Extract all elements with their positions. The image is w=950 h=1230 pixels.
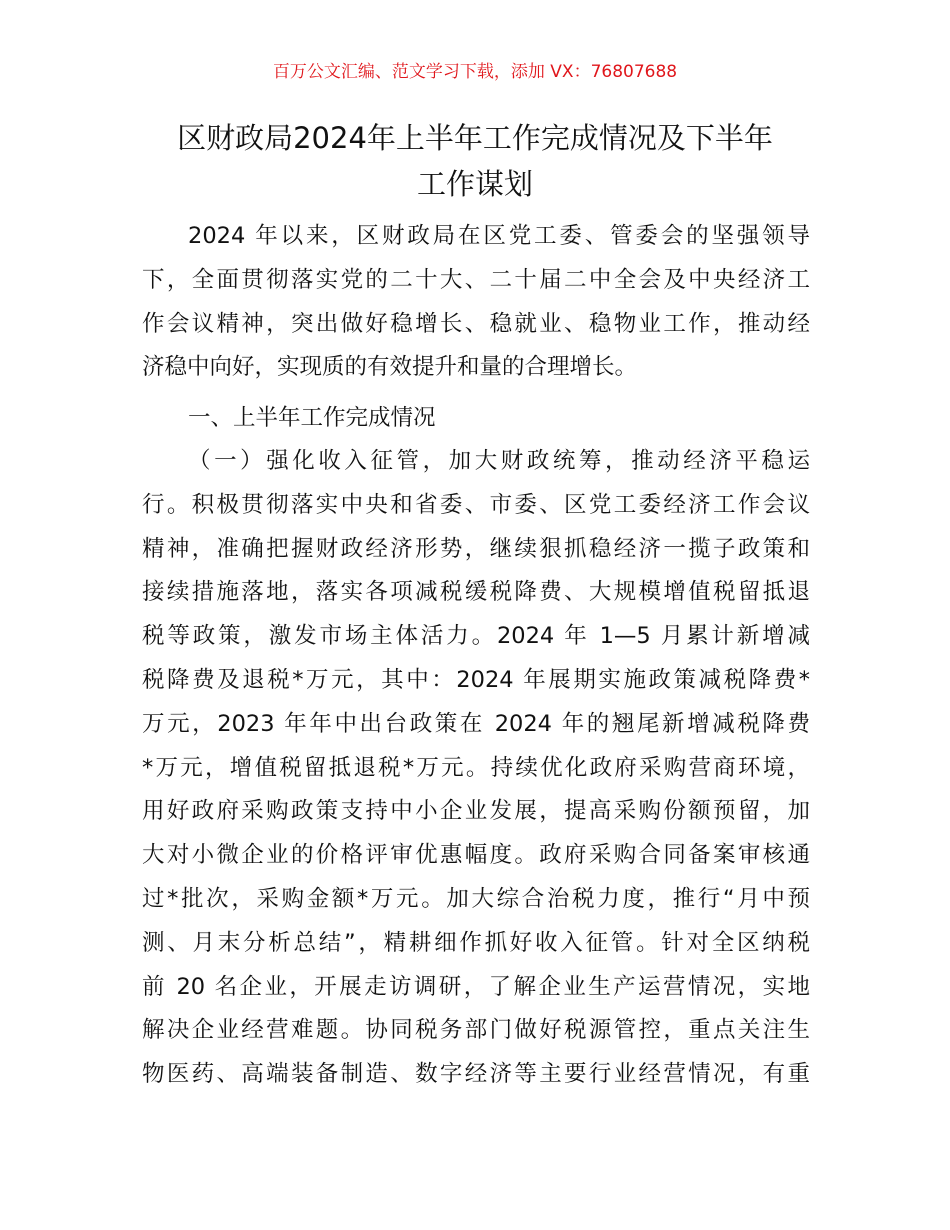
text-line: 行。积极贯彻落实中央和省委、市委、区党工委经济工作会议	[142, 491, 810, 518]
watermark-banner: 百万公文汇编、范文学习下载，添加 VX：76807688	[272, 62, 678, 82]
text-line: 过*批次，采购金额*万元。加大综合治税力度，推行“月中预	[142, 885, 810, 912]
document-title	[130, 115, 820, 207]
text-line: 前 20 名企业，开展走访调研，了解企业生产运营情况，实地	[142, 973, 810, 1000]
text-line: 作会议精神，突出做好稳增长、稳就业、稳物业工作，推动经	[142, 310, 810, 337]
paragraph-intro	[142, 215, 810, 390]
text-line: 大对小微企业的价格评审优惠幅度。政府采购合同备案审核通	[142, 842, 810, 869]
text-line: 济稳中向好，实现质的有效提升和量的合理增长。	[142, 354, 638, 381]
text-line: *万元，增值税留抵退税*万元。持续优化政府采购营商环境，	[142, 754, 810, 781]
heading-text: 一、上半年工作完成情况	[188, 405, 436, 431]
text-line: 解决企业经营难题。协同税务部门做好税源管控，重点关注生	[142, 1017, 810, 1044]
text-line: 接续措施落地，落实各项减税缓税降费、大规模增值税留抵退	[142, 579, 810, 606]
title-line: 工作谋划	[416, 167, 533, 201]
text-line: 用好政府采购政策支持中小企业发展，提高采购份额预留，加	[142, 798, 810, 825]
section-heading	[142, 397, 810, 441]
text-line: 2024 年以来，区财政局在区党工委、管委会的坚强领导	[188, 223, 810, 249]
title-line: 区财政局2024年上半年工作完成情况及下半年	[177, 121, 773, 155]
text-line: 万元，2023 年年中出台政策在 2024 年的翘尾新增减税降费	[142, 710, 810, 737]
text-line: 物医药、高端装备制造、数字经济等主要行业经营情况，有重	[142, 1061, 810, 1088]
text-line: 税降费及退税*万元，其中：2024 年展期实施政策减税降费*	[142, 666, 810, 693]
text-line: 下，全面贯彻落实党的二十大、二十届二中全会及中央经济工	[142, 266, 810, 293]
paragraph-revenue	[142, 440, 810, 1097]
text-line: 测、月末分析总结”，精耕细作抓好收入征管。针对全区纳税	[142, 929, 810, 956]
text-line: （一）强化收入征管，加大财政统筹，推动经济平稳运	[188, 448, 810, 474]
text-line: 精神，准确把握财政经济形势，继续狠抓稳经济一揽子政策和	[142, 535, 810, 562]
text-line: 税等政策，激发市场主体活力。2024 年 1—5 月累计新增减	[142, 623, 810, 650]
